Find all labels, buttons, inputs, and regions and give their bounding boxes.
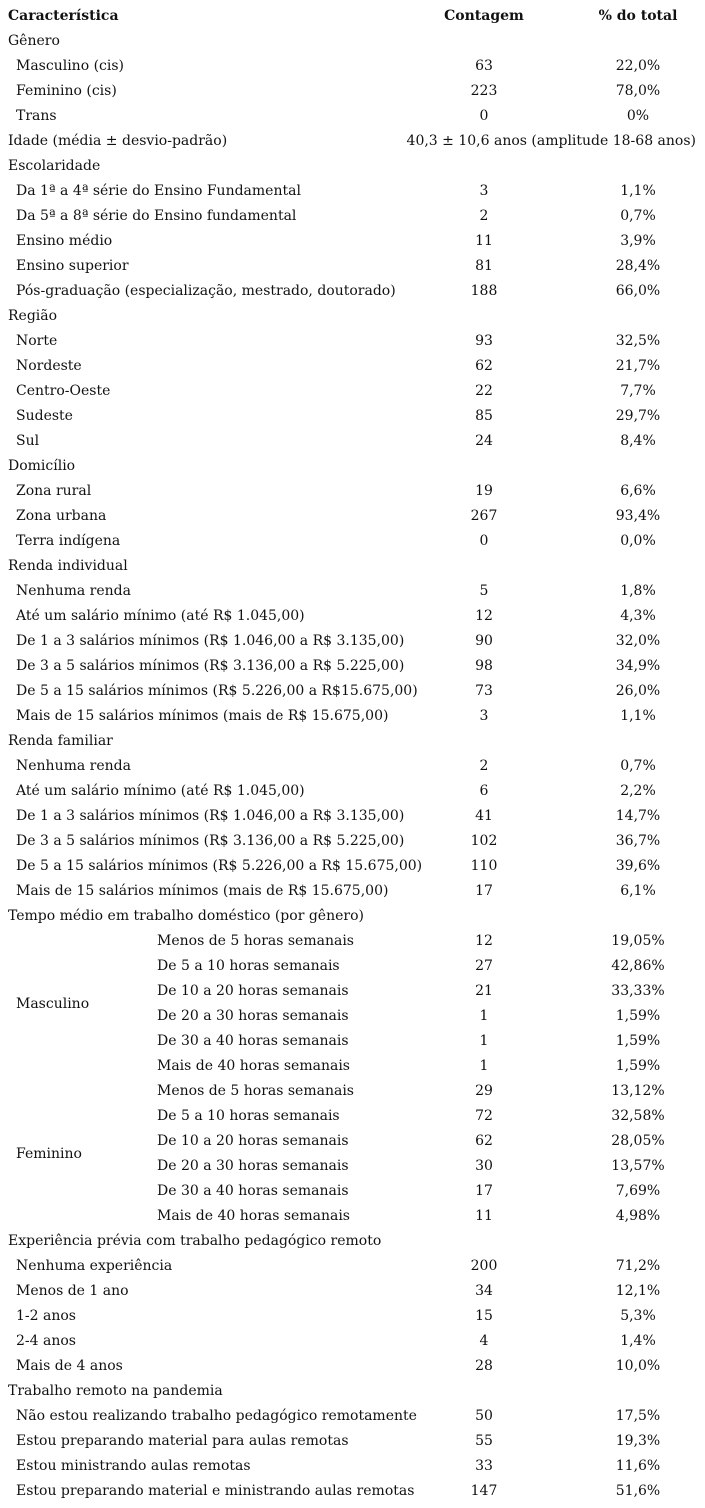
row-count: 63 — [475, 58, 493, 74]
row-label: De 10 a 20 horas semanais — [157, 1133, 349, 1149]
table-row — [0, 429, 705, 454]
row-count: 62 — [475, 1133, 493, 1149]
row-label: Centro-Oeste — [16, 383, 111, 399]
row-percent: 1,8% — [620, 583, 656, 599]
header-percent: % do total — [598, 8, 678, 24]
row-percent: 33,33% — [611, 983, 665, 999]
age-row — [0, 129, 705, 154]
row-count: 98 — [475, 658, 493, 674]
row-percent: 13,57% — [611, 1158, 665, 1174]
row-count: 33 — [475, 1458, 493, 1474]
row-count: 27 — [475, 958, 493, 974]
row-count: 90 — [475, 633, 493, 649]
row-label: Nenhuma renda — [16, 758, 131, 774]
row-percent: 78,0% — [615, 83, 661, 99]
row-count: 29 — [475, 1083, 493, 1099]
table-row — [0, 329, 705, 354]
row-percent: 32,58% — [611, 1108, 665, 1124]
row-percent: 1,59% — [615, 1033, 661, 1049]
row-label: Menos de 5 horas semanais — [157, 933, 354, 949]
row-count: 73 — [475, 683, 493, 699]
category-row — [0, 1229, 705, 1254]
category-row — [0, 154, 705, 179]
row-percent: 22,0% — [615, 58, 661, 74]
row-label: De 5 a 10 horas semanais — [157, 1108, 340, 1124]
row-label: 2-4 anos — [16, 1333, 76, 1349]
table-row — [0, 979, 705, 1004]
table-row — [0, 254, 705, 279]
row-label: Pós-graduação (especialização, mestrado, doutorado) — [16, 283, 396, 299]
table-row — [0, 279, 705, 304]
row-percent: 2,2% — [620, 783, 656, 799]
row-percent: 28,4% — [615, 258, 661, 274]
table-row — [0, 1054, 705, 1079]
table-row — [0, 104, 705, 129]
category-row — [0, 904, 705, 929]
row-count: 81 — [475, 258, 493, 274]
row-count: 4 — [479, 1333, 489, 1349]
table-row — [0, 1354, 705, 1379]
table-row — [0, 879, 705, 904]
row-percent: 6,6% — [620, 483, 656, 499]
row-count: 2 — [479, 758, 489, 774]
row-count: 93 — [475, 333, 493, 349]
row-percent: 11,6% — [615, 1458, 661, 1474]
row-count: 15 — [475, 1308, 493, 1324]
row-percent: 7,69% — [615, 1183, 661, 1199]
row-percent: 4,3% — [620, 608, 656, 624]
row-percent: 10,0% — [615, 1358, 661, 1374]
row-percent: 14,7% — [615, 808, 661, 824]
table-row — [0, 1154, 705, 1179]
row-label: Mais de 4 anos — [16, 1358, 123, 1374]
row-count: 17 — [475, 1183, 493, 1199]
table-row — [0, 1329, 705, 1354]
table-row — [0, 229, 705, 254]
row-percent: 7,7% — [620, 383, 656, 399]
row-count: 12 — [475, 608, 493, 624]
row-percent: 19,05% — [611, 933, 665, 949]
row-label: Mais de 15 salários mínimos (mais de R$ 15.675,00) — [16, 708, 389, 724]
row-percent: 4,98% — [615, 1208, 661, 1224]
row-count: 200 — [470, 1258, 498, 1274]
category-label: Domicílio — [8, 458, 76, 474]
row-count: 5 — [479, 583, 489, 599]
table-row — [0, 804, 705, 829]
row-percent: 71,2% — [615, 1258, 661, 1274]
table-row — [0, 1404, 705, 1429]
row-percent: 17,5% — [615, 1408, 661, 1424]
table-row — [0, 1079, 705, 1104]
row-percent: 51,6% — [615, 1483, 661, 1499]
row-count: 1 — [479, 1033, 489, 1049]
row-label: De 1 a 3 salários mínimos (R$ 1.046,00 a R$ 3.135,00) — [16, 808, 405, 824]
table-row — [0, 1004, 705, 1029]
row-label: De 3 a 5 salários mínimos (R$ 3.136,00 a R$ 5.225,00) — [16, 658, 405, 674]
row-percent: 1,4% — [620, 1333, 656, 1349]
row-label: Até um salário mínimo (até R$ 1.045,00) — [16, 608, 305, 624]
row-count: 3 — [479, 183, 489, 199]
row-count: 62 — [475, 358, 493, 374]
row-label: Mais de 40 horas semanais — [157, 1058, 350, 1074]
row-count: 11 — [475, 1208, 493, 1224]
row-count: 1 — [479, 1008, 489, 1024]
table-row — [0, 829, 705, 854]
row-percent: 32,0% — [615, 633, 661, 649]
table-row — [0, 54, 705, 79]
row-count: 102 — [470, 833, 498, 849]
table-row — [0, 654, 705, 679]
row-label: Menos de 1 ano — [16, 1283, 129, 1299]
row-label: Nenhuma renda — [16, 583, 131, 599]
row-count: 41 — [475, 808, 493, 824]
category-label: Renda familiar — [8, 733, 113, 749]
row-count: 34 — [475, 1283, 493, 1299]
row-count: 30 — [475, 1158, 493, 1174]
row-percent: 3,9% — [620, 233, 656, 249]
row-count: 267 — [470, 508, 498, 524]
row-percent: 12,1% — [615, 1283, 661, 1299]
row-label: Zona rural — [16, 483, 92, 499]
row-label: Ensino médio — [16, 233, 113, 249]
row-count: 0 — [479, 108, 489, 124]
category-label: Experiência prévia com trabalho pedagógico remoto — [8, 1233, 382, 1249]
table-row — [0, 679, 705, 704]
row-count: 188 — [470, 283, 498, 299]
row-percent: 36,7% — [615, 833, 661, 849]
table-row — [0, 954, 705, 979]
category-label: Renda individual — [8, 558, 128, 574]
row-label: Estou preparando material e ministrando aulas remotas — [16, 1483, 415, 1499]
table-row — [0, 529, 705, 554]
row-percent: 39,6% — [615, 858, 661, 874]
table-row — [0, 1429, 705, 1454]
row-count: 55 — [475, 1433, 493, 1449]
row-label: De 5 a 15 salários mínimos (R$ 5.226,00 a R$15.675,00) — [16, 683, 418, 699]
category-label: Região — [8, 308, 58, 324]
row-percent: 0% — [626, 108, 650, 124]
table-row — [0, 1304, 705, 1329]
row-label: Nordeste — [16, 358, 82, 374]
row-percent: 0,0% — [620, 533, 656, 549]
row-percent: 1,1% — [620, 183, 656, 199]
category-row — [0, 729, 705, 754]
row-count: 11 — [475, 233, 493, 249]
row-percent: 6,1% — [620, 883, 656, 899]
row-label: De 1 a 3 salários mínimos (R$ 1.046,00 a R$ 3.135,00) — [16, 633, 405, 649]
row-label: De 5 a 15 salários mínimos (R$ 5.226,00 a R$ 15.675,00) — [16, 858, 423, 874]
row-percent: 1,59% — [615, 1008, 661, 1024]
row-count: 22 — [475, 383, 493, 399]
row-percent: 1,59% — [615, 1058, 661, 1074]
row-percent: 32,5% — [615, 333, 661, 349]
row-count: 28 — [475, 1358, 493, 1374]
gender-group-label: Masculino — [16, 996, 90, 1012]
row-label: 1-2 anos — [16, 1308, 76, 1324]
age-value: 40,3 ± 10,6 anos (amplitude 18-68 anos) — [406, 133, 696, 149]
row-label: Zona urbana — [16, 508, 107, 524]
row-label: De 20 a 30 horas semanais — [157, 1158, 349, 1174]
row-count: 12 — [475, 933, 493, 949]
table-row — [0, 379, 705, 404]
table-row — [0, 629, 705, 654]
row-count: 17 — [475, 883, 493, 899]
table-row — [0, 779, 705, 804]
row-count: 2 — [479, 208, 489, 224]
row-count: 19 — [475, 483, 493, 499]
row-percent: 8,4% — [620, 433, 656, 449]
header-characteristic: Característica — [8, 8, 119, 24]
table-row — [0, 354, 705, 379]
row-label: Da 1ª a 4ª série do Ensino Fundamental — [16, 183, 301, 199]
category-row — [0, 304, 705, 329]
row-percent: 5,3% — [620, 1308, 656, 1324]
table-row — [0, 704, 705, 729]
row-label: Terra indígena — [16, 533, 121, 549]
table-row — [0, 79, 705, 104]
row-count: 85 — [475, 408, 493, 424]
row-label: Sudeste — [16, 408, 73, 424]
table-row — [0, 1179, 705, 1204]
table-row — [0, 854, 705, 879]
row-count: 147 — [470, 1483, 498, 1499]
row-label: Norte — [16, 333, 58, 349]
table-row — [0, 1204, 705, 1229]
table-row — [0, 404, 705, 429]
row-label: Trans — [16, 108, 57, 124]
row-label: De 3 a 5 salários mínimos (R$ 3.136,00 a R$ 5.225,00) — [16, 833, 405, 849]
row-percent: 28,05% — [611, 1133, 665, 1149]
row-count: 0 — [479, 533, 489, 549]
row-count: 3 — [479, 708, 489, 724]
row-count: 50 — [475, 1408, 493, 1424]
row-label: De 30 a 40 horas semanais — [157, 1033, 349, 1049]
row-label: Ensino superior — [16, 258, 129, 274]
row-label: Até um salário mínimo (até R$ 1.045,00) — [16, 783, 305, 799]
row-percent: 26,0% — [615, 683, 661, 699]
row-percent: 34,9% — [615, 658, 661, 674]
table-row — [0, 179, 705, 204]
table-row — [0, 929, 705, 954]
row-label: Não estou realizando trabalho pedagógico remotamente — [16, 1408, 417, 1424]
row-count: 110 — [470, 858, 498, 874]
category-row — [0, 29, 705, 54]
category-label: Trabalho remoto na pandemia — [8, 1383, 223, 1399]
category-label: Tempo médio em trabalho doméstico (por gênero) — [8, 908, 364, 924]
row-label: Masculino (cis) — [16, 58, 125, 74]
table-row — [0, 204, 705, 229]
header-count: Contagem — [444, 8, 524, 24]
row-label: Estou preparando material para aulas remotas — [16, 1433, 349, 1449]
age-label: Idade (média ± desvio-padrão) — [8, 133, 228, 149]
row-percent: 0,7% — [620, 208, 656, 224]
table-header — [0, 4, 705, 29]
table-row — [0, 504, 705, 529]
row-count: 223 — [470, 83, 498, 99]
table-row — [0, 1104, 705, 1129]
row-percent: 42,86% — [611, 958, 665, 974]
row-count: 1 — [479, 1058, 489, 1074]
row-label: Da 5ª a 8ª série do Ensino fundamental — [16, 208, 297, 224]
row-label: De 5 a 10 horas semanais — [157, 958, 340, 974]
row-percent: 66,0% — [615, 283, 661, 299]
table-row — [0, 1454, 705, 1479]
row-label: De 30 a 40 horas semanais — [157, 1183, 349, 1199]
row-count: 24 — [475, 433, 493, 449]
row-label: Menos de 5 horas semanais — [157, 1083, 354, 1099]
category-row — [0, 454, 705, 479]
table-row — [0, 1279, 705, 1304]
category-row — [0, 554, 705, 579]
row-percent: 29,7% — [615, 408, 661, 424]
table-row — [0, 1479, 705, 1504]
row-percent: 0,7% — [620, 758, 656, 774]
table-row — [0, 1029, 705, 1054]
table-row — [0, 1129, 705, 1154]
category-label: Gênero — [8, 33, 60, 49]
row-percent: 21,7% — [615, 358, 661, 374]
row-percent: 1,1% — [620, 708, 656, 724]
table-row — [0, 479, 705, 504]
row-count: 21 — [475, 983, 493, 999]
row-percent: 93,4% — [615, 508, 661, 524]
row-count: 72 — [475, 1108, 493, 1124]
row-percent: 19,3% — [615, 1433, 661, 1449]
row-label: Nenhuma experiência — [16, 1258, 173, 1274]
row-label: De 20 a 30 horas semanais — [157, 1008, 349, 1024]
table-row — [0, 754, 705, 779]
table-row — [0, 1254, 705, 1279]
row-label: De 10 a 20 horas semanais — [157, 983, 349, 999]
row-count: 6 — [479, 783, 489, 799]
category-label: Escolaridade — [8, 158, 101, 174]
row-percent: 13,12% — [611, 1083, 665, 1099]
row-label: Estou ministrando aulas remotas — [16, 1458, 251, 1474]
row-label: Sul — [16, 433, 40, 449]
table-row — [0, 579, 705, 604]
category-row — [0, 1379, 705, 1404]
table-row — [0, 604, 705, 629]
row-label: Mais de 15 salários mínimos (mais de R$ 15.675,00) — [16, 883, 389, 899]
gender-group-label: Feminino — [16, 1146, 82, 1162]
row-label: Feminino (cis) — [16, 83, 117, 99]
row-label: Mais de 40 horas semanais — [157, 1208, 350, 1224]
